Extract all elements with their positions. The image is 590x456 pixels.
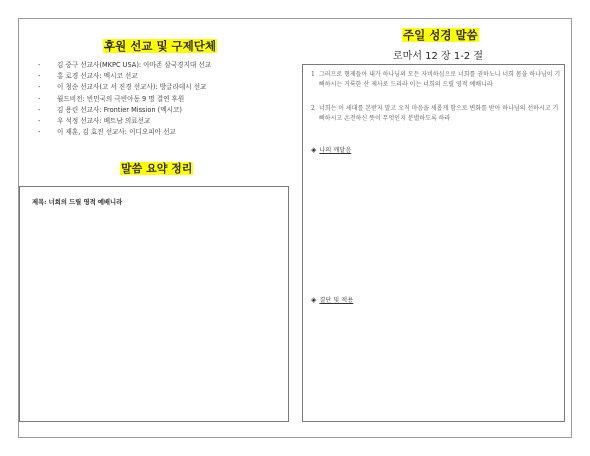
verse-text: 그러므로 형제들아 내가 하나님의 모든 자비하심으로 너희를 권하노니 너희 몸을 하나님이 기뻐하시는 거룩한 산 제사로 드리라 이는 너희의 드릴 영적 예배니라	[319, 71, 561, 89]
section-reflection	[311, 145, 351, 154]
scripture-heading: 주일 성경 말씀	[403, 28, 478, 42]
list-item: - 이 청순 선교사(고 서 진경 선교사): 방글라데시 선교	[38, 82, 211, 93]
list-item: - 김 용린 선교사: Frontier Mission (멕시코)	[38, 105, 211, 116]
verse-number: 2	[311, 105, 315, 112]
verse-text: 너희는 이 세대를 본받지 말고 오직 마음을 새롭게 함으로 변화를 받아 하나님의 선하시고 기뻐하시고 온전하신 뜻이 무엇인지 분별하도록 하라	[319, 105, 559, 123]
sermon-title: 제목: 너희의 드릴 영적 예배니라	[32, 199, 123, 206]
verse-1	[311, 70, 563, 91]
verse-number: 1	[311, 71, 315, 78]
list-item: - 홍 로경 선교사: 멕시코 선교	[38, 71, 211, 82]
mission-list	[38, 60, 211, 138]
summary-heading: 말씀 요약 정리	[121, 162, 193, 175]
section-label: 결단 및 적용	[319, 297, 354, 304]
list-item: - 우 석정 선교사: 베트남 의료선교	[38, 116, 211, 127]
mission-heading: 후원 선교 및 구제단체	[104, 39, 216, 53]
scripture-box	[302, 64, 565, 422]
scripture-reference: 로마서 12 장 1-2 절	[393, 51, 484, 62]
verse-2	[311, 104, 563, 125]
section-application	[311, 295, 353, 304]
list-item: - 김 중구 선교사(MKPC USA): 아마존 삼국경지대 선교	[38, 60, 211, 71]
list-item: - 월드비전: 빈민국의 극빈아동 9 명 결연 후원	[38, 94, 211, 105]
sermon-summary-box	[19, 186, 289, 422]
diamond-bullet-icon: ◈	[311, 145, 317, 154]
list-item: - 이 재훈, 김 효진 선교사: 이디오피아 선교	[38, 127, 211, 138]
section-label: 나의 깨달음	[319, 147, 352, 154]
diamond-bullet-icon: ◈	[311, 295, 317, 304]
